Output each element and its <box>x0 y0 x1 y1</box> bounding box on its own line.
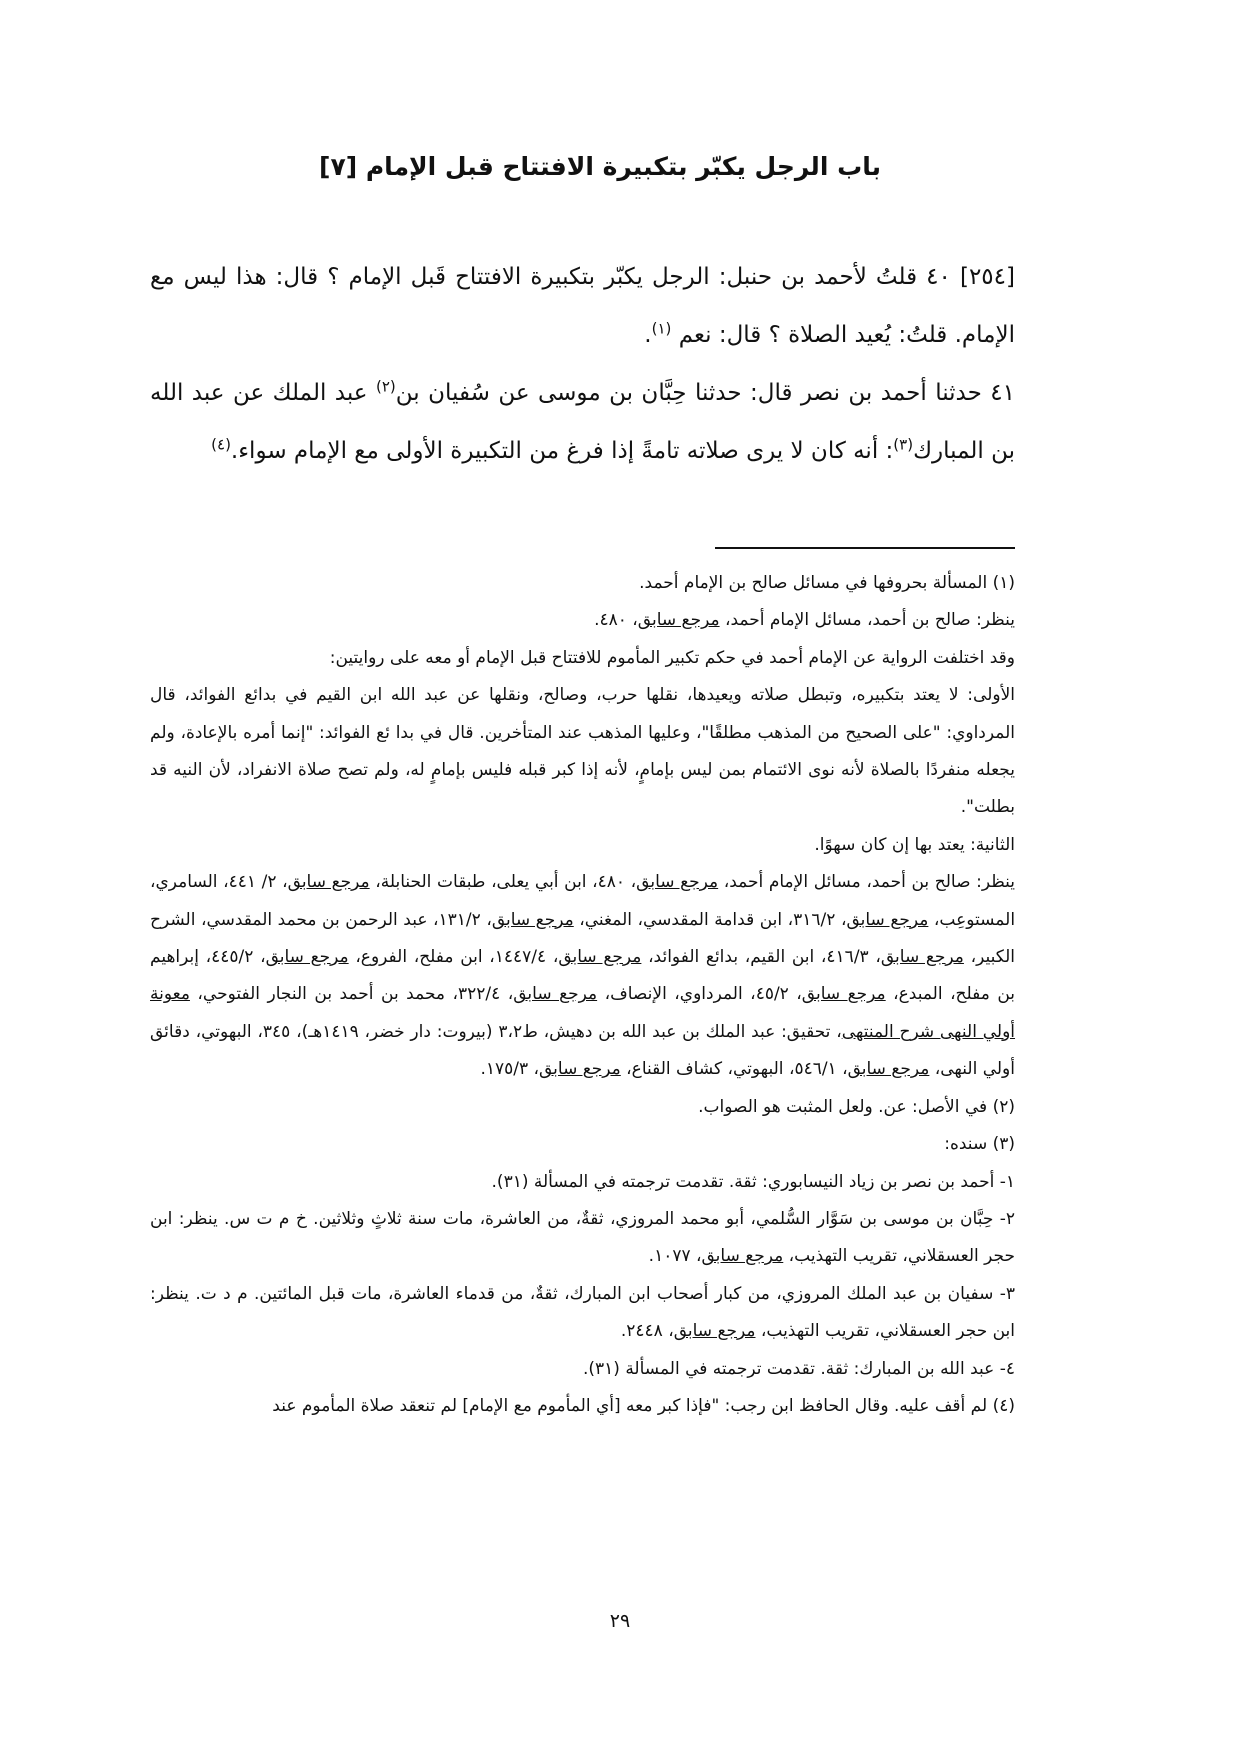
paragraph-254 <box>150 248 1015 364</box>
footnote-text: ينظر: صالح بن أحمد، مسائل الإمام أحمد، <box>719 610 1015 631</box>
paragraph-254-end: . <box>644 322 652 348</box>
footnote-text: ، ٤٨٠. <box>594 610 638 631</box>
footnote-text: ، ٤٥/٢، المرداوي، الإنصاف، <box>597 984 802 1005</box>
footnote-marker-3[interactable]: (٣) <box>893 435 914 454</box>
footnote-3-narrator-3 <box>150 1276 1015 1351</box>
footnote-3-narrator-4: ٤- عبد الله بن المبارك: ثقة. تقدمت ترجمته في المسألة (٣١). <box>582 1358 1015 1379</box>
reference-link: مرجع سابق <box>801 984 886 1005</box>
footnote-text: ، ١٤٤٧/٤، ابن مفلح، الفروع، <box>348 947 559 968</box>
paragraph-41-text-b: عبد الملك عن عبد الله بن المبارك <box>150 380 1015 464</box>
footnote-3: (٣) سنده: <box>944 1134 1015 1155</box>
footnote-1-second-narration: الثانية: يعتد بها إن كان سهوًا. <box>814 834 1015 855</box>
footnote-text: ٢- حِبَّان بن موسى بن سَوَّار السُّلمي، أبو محمد المروزي، ثقةٌ، من العاشرة، مات سنة ثلاثٍ وثلاثين. خ م ت س. ينظر: ابن حجر العسقلاني، تقريب التهذيب، <box>150 1208 1015 1267</box>
reference-link: مرجع سابق <box>637 610 720 631</box>
footnote-text: ، ٣٢٢/٤، محمد بن أحمد بن النجار الفتوحي، <box>189 984 514 1005</box>
footnote-text: ، ٣١٦/٢، ابن قدامة المقدسي، المغني، <box>573 909 847 930</box>
reference-link: مرجع سابق <box>880 947 964 968</box>
reference-link: معونة أولي النهى شرح المنتهى <box>150 984 1016 1042</box>
reference-link: مرجع سابق <box>846 909 929 930</box>
footnote-text: ينظر: صالح بن أحمد، مسائل الإمام أحمد، <box>718 872 1016 893</box>
footnote-text: ٣- سفيان بن عبد الملك المروزي، من كبار أصحاب ابن المبارك، ثقةٌ، من قدماء العاشرة، مات قبل المائتين. م د ت. ينظر: ابن حجر العسقلاني، تقريب التهذيب، <box>150 1283 1015 1342</box>
footnote-marker-4[interactable]: (٤) <box>211 435 231 454</box>
footnote-divider <box>715 547 1015 549</box>
footnote-text: ، ٢٤٤٨. <box>620 1321 674 1342</box>
footnote-text: ، ٤٨٠، ابن أبي يعلى، طبقات الحنابلة، <box>369 872 637 893</box>
paragraph-41-text-c: : أنه كان لا يرى صلاته تامةً إذا فرغ من التكبيرة الأولى مع الإمام سواء. <box>230 438 894 464</box>
chapter-title: [٧] باب الرجل يكبّر بتكبيرة الافتتاح قبل الإمام <box>319 152 881 181</box>
footnote-marker-2[interactable]: (٢) <box>375 377 396 396</box>
page-number: ٢٩ <box>609 1610 631 1632</box>
footnote-text: ، ٥٤٦/١، البهوتي، كشاف القناع، <box>620 1059 848 1080</box>
footnotes <box>150 565 1015 1425</box>
reference-link: مرجع سابق <box>847 1059 930 1080</box>
reference-link: مرجع سابق <box>287 872 370 893</box>
reference-link: مرجع سابق <box>265 947 349 968</box>
footnote-4: (٤) لم أقف عليه. وقال الحافظ ابن رجب: "فإذا كبر معه [أي المأموم مع الإمام] لم تنعقد صلاة المأموم عند <box>272 1395 1015 1416</box>
footnote-text: ، ١٧٥/٣. <box>480 1059 539 1080</box>
footnote-3-narrator-2 <box>150 1201 1015 1276</box>
main-text <box>150 248 1015 480</box>
footnote-1-intro: وقد اختلفت الرواية عن الإمام أحمد في حكم تكبير المأموم للافتتاح قبل الإمام أو معه على روايتين: <box>329 647 1015 668</box>
footnote-1-ref <box>150 602 1015 639</box>
reference-link: مرجع سابق <box>673 1321 756 1342</box>
footnote-1: (١) المسألة بحروفها في مسائل صالح بن الإمام أحمد. <box>639 573 1015 593</box>
footnote-1-sources <box>150 864 1015 1088</box>
reference-link: مرجع سابق <box>701 1246 784 1267</box>
footnote-text: ، تحقيق: عبد الملك بن عبد الله بن دهيش، ط٣،٢ (بيروت: دار خضر، ١٤١٩هـ)، ٣٤٥، البهوتي، دقائق أولي النهى، <box>150 1021 1015 1080</box>
footnote-1-first-narration: الأولى: لا يعتد بتكبيره، وتبطل صلاته ويعيدها، نقلها حرب، وصالح، ونقلها عن عبد الله ابن القيم في بدائع الفوائد، قال المرداوي: "على الصحيح من المذهب مطلقًا"، وعليها المذهب عند المتأخرين. قال في بدا ئع الفوائد: "إنما أمره بالإعادة، ولم يجعله منفردًا بالصلاة لأنه نوى الائتمام بمن ليس بإمامٍ، لأنه إذا كبر قبله فليس بإمامٍ له، ولم تصح صلاة الانفراد، لأن النيه قد بطلت". <box>150 685 1015 818</box>
reference-link: مرجع سابق <box>539 1059 621 1080</box>
paragraph-254-text: [٢٥٤] ٤٠ قلتُ لأحمد بن حنبل: الرجل يكبّر بتكبيرة الافتتاح قَبل الإمام ؟ قال: هذا ليس مع الإمام. قلتُ: يُعيد الصلاة ؟ قال: نعم <box>150 264 1015 348</box>
footnote-text: ، ١٠٧٧. <box>648 1246 702 1267</box>
footnote-2: (٢) في الأصل: عن. ولعل المثبت هو الصواب. <box>698 1096 1015 1117</box>
footnote-text: ، ١٣١/٢، عبد الرحمن بن محمد المقدسي، الشرح الكبير، <box>150 909 1016 968</box>
reference-link: مرجع سابق <box>513 984 598 1005</box>
footnote-text: ، ٤٤٥/٢، إبراهيم بن مفلح، المبدع، <box>150 947 1016 1005</box>
reference-link: مرجع سابق <box>558 947 642 968</box>
footnote-marker-1[interactable]: (١) <box>651 319 672 338</box>
paragraph-41-text-a: ٤١ حدثنا أحمد بن نصر قال: حدثنا حِبَّان بن موسى عن سُفيان بن <box>395 380 1016 406</box>
footnote-text: ، ٢/ ٤٤١، السامري، المستوعِب، <box>150 872 1016 930</box>
footnote-text: ، ٤١٦/٣، ابن القيم، بدائع الفوائد، <box>641 947 881 968</box>
reference-link: مرجع سابق <box>491 909 574 930</box>
paragraph-41 <box>150 364 1015 480</box>
reference-link: مرجع سابق <box>636 872 719 893</box>
footnote-3-narrator-1: ١- أحمد بن نصر بن زياد النيسابوري: ثقة. تقدمت ترجمته في المسألة (٣١). <box>491 1171 1015 1192</box>
